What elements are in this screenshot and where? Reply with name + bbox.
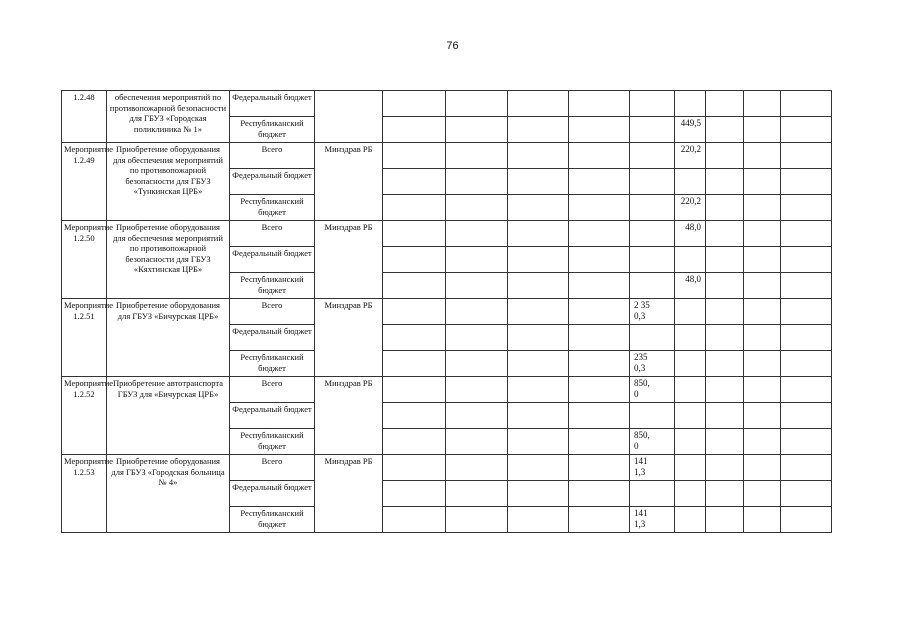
empty-cell — [383, 221, 446, 247]
empty-cell — [508, 351, 569, 377]
empty-cell — [781, 325, 832, 351]
empty-cell — [706, 325, 744, 351]
empty-cell — [781, 455, 832, 481]
empty-cell — [383, 351, 446, 377]
funding-source-cell: Всего — [230, 299, 315, 325]
table-row — [62, 143, 832, 169]
executor-cell: Минздрав РБ — [315, 143, 383, 221]
empty-cell — [508, 91, 569, 117]
empty-cell — [744, 169, 781, 195]
value-cell-col9 — [675, 429, 706, 455]
empty-cell — [383, 91, 446, 117]
value-cell-col8 — [630, 221, 675, 247]
empty-cell — [706, 273, 744, 299]
empty-cell — [508, 117, 569, 143]
empty-cell — [569, 91, 630, 117]
value-cell-col8: 850, 0 — [630, 429, 675, 455]
value-cell-col9 — [675, 91, 706, 117]
empty-cell — [706, 169, 744, 195]
empty-cell — [781, 299, 832, 325]
empty-cell — [446, 325, 508, 351]
value-cell-col9: 48,0 — [675, 273, 706, 299]
empty-cell — [744, 299, 781, 325]
empty-cell — [446, 507, 508, 533]
funding-source-cell: Республиканский бюджет — [230, 117, 315, 143]
empty-cell — [744, 351, 781, 377]
empty-cell — [383, 195, 446, 221]
empty-cell — [446, 299, 508, 325]
empty-cell — [744, 507, 781, 533]
empty-cell — [706, 429, 744, 455]
empty-cell — [569, 117, 630, 143]
empty-cell — [508, 195, 569, 221]
funding-source-cell: Федеральный бюджет — [230, 169, 315, 195]
measure-name-cell: обеспечения мероприятий по противопожарной безопасности для ГБУЗ «Городская поликлиника № 1» — [107, 91, 230, 143]
empty-cell — [569, 169, 630, 195]
funding-source-cell: Федеральный бюджет — [230, 247, 315, 273]
funding-source-cell: Федеральный бюджет — [230, 325, 315, 351]
measure-id-cell: Мероприятие 1.2.53 — [62, 455, 107, 533]
empty-cell — [446, 351, 508, 377]
measure-id-cell: Мероприятие 1.2.52 — [62, 377, 107, 455]
empty-cell — [781, 247, 832, 273]
value-cell-col9 — [675, 351, 706, 377]
funding-source-cell: Республиканский бюджет — [230, 351, 315, 377]
value-cell-col8: 235 0,3 — [630, 351, 675, 377]
empty-cell — [383, 377, 446, 403]
empty-cell — [706, 247, 744, 273]
empty-cell — [706, 481, 744, 507]
empty-cell — [383, 169, 446, 195]
empty-cell — [383, 455, 446, 481]
funding-source-cell: Всего — [230, 377, 315, 403]
executor-cell: Минздрав РБ — [315, 455, 383, 533]
table-body — [62, 91, 832, 533]
empty-cell — [706, 455, 744, 481]
value-cell-col8 — [630, 169, 675, 195]
empty-cell — [508, 377, 569, 403]
funding-source-cell: Всего — [230, 455, 315, 481]
measure-id-cell: 1.2.48 — [62, 91, 107, 143]
empty-cell — [508, 273, 569, 299]
measure-id-cell: Мероприятие 1.2.50 — [62, 221, 107, 299]
empty-cell — [744, 403, 781, 429]
empty-cell — [781, 117, 832, 143]
empty-cell — [383, 273, 446, 299]
value-cell-col9 — [675, 507, 706, 533]
executor-cell — [315, 91, 383, 143]
funding-source-cell: Федеральный бюджет — [230, 91, 315, 117]
empty-cell — [706, 351, 744, 377]
empty-cell — [744, 247, 781, 273]
empty-cell — [383, 117, 446, 143]
empty-cell — [706, 507, 744, 533]
empty-cell — [446, 429, 508, 455]
value-cell-col8 — [630, 117, 675, 143]
empty-cell — [569, 299, 630, 325]
value-cell-col8 — [630, 273, 675, 299]
value-cell-col9 — [675, 247, 706, 273]
measure-name-cell: Приобретение оборудования для обеспечения мероприятий по противопожарной безопасности для ГБУЗ «Кяхтинская ЦРБ» — [107, 221, 230, 299]
value-cell-col9 — [675, 299, 706, 325]
value-cell-col9: 220,2 — [675, 195, 706, 221]
funding-source-cell: Республиканский бюджет — [230, 273, 315, 299]
empty-cell — [781, 507, 832, 533]
empty-cell — [744, 143, 781, 169]
empty-cell — [446, 455, 508, 481]
value-cell-col9 — [675, 455, 706, 481]
empty-cell — [744, 117, 781, 143]
empty-cell — [446, 117, 508, 143]
empty-cell — [744, 429, 781, 455]
empty-cell — [383, 299, 446, 325]
empty-cell — [781, 481, 832, 507]
empty-cell — [446, 481, 508, 507]
empty-cell — [383, 247, 446, 273]
empty-cell — [446, 403, 508, 429]
empty-cell — [569, 507, 630, 533]
funding-source-cell: Республиканский бюджет — [230, 429, 315, 455]
value-cell-col9 — [675, 377, 706, 403]
empty-cell — [383, 403, 446, 429]
empty-cell — [569, 455, 630, 481]
value-cell-col8 — [630, 91, 675, 117]
measure-name-cell: Приобретение оборудования для обеспечения мероприятий по противопожарной безопасности для ГБУЗ «Тункинская ЦРБ» — [107, 143, 230, 221]
empty-cell — [706, 117, 744, 143]
value-cell-col9: 220,2 — [675, 143, 706, 169]
funding-source-cell: Республиканский бюджет — [230, 507, 315, 533]
empty-cell — [706, 91, 744, 117]
value-cell-col8: 141 1,3 — [630, 507, 675, 533]
empty-cell — [508, 403, 569, 429]
measure-name-cell: Приобретение автотранспорта ГБУЗ для «Бичурская ЦРБ» — [107, 377, 230, 455]
empty-cell — [569, 143, 630, 169]
value-cell-col8: 141 1,3 — [630, 455, 675, 481]
value-cell-col9 — [675, 325, 706, 351]
empty-cell — [781, 273, 832, 299]
empty-cell — [706, 221, 744, 247]
empty-cell — [569, 325, 630, 351]
empty-cell — [446, 143, 508, 169]
empty-cell — [744, 195, 781, 221]
empty-cell — [446, 377, 508, 403]
empty-cell — [508, 429, 569, 455]
executor-cell: Минздрав РБ — [315, 377, 383, 455]
value-cell-col9: 48,0 — [675, 221, 706, 247]
value-cell-col8 — [630, 403, 675, 429]
value-cell-col8 — [630, 325, 675, 351]
table-row — [62, 91, 832, 117]
value-cell-col8 — [630, 143, 675, 169]
empty-cell — [508, 481, 569, 507]
empty-cell — [446, 221, 508, 247]
empty-cell — [781, 169, 832, 195]
table-row — [62, 455, 832, 481]
empty-cell — [446, 91, 508, 117]
executor-cell: Минздрав РБ — [315, 221, 383, 299]
empty-cell — [569, 377, 630, 403]
empty-cell — [744, 91, 781, 117]
empty-cell — [569, 481, 630, 507]
empty-cell — [508, 143, 569, 169]
empty-cell — [383, 143, 446, 169]
empty-cell — [744, 325, 781, 351]
empty-cell — [781, 429, 832, 455]
empty-cell — [781, 143, 832, 169]
empty-cell — [706, 195, 744, 221]
empty-cell — [446, 195, 508, 221]
value-cell-col8 — [630, 247, 675, 273]
empty-cell — [781, 403, 832, 429]
empty-cell — [446, 169, 508, 195]
empty-cell — [744, 221, 781, 247]
empty-cell — [569, 247, 630, 273]
empty-cell — [569, 221, 630, 247]
funding-source-cell: Всего — [230, 221, 315, 247]
value-cell-col9 — [675, 169, 706, 195]
table-row — [62, 221, 832, 247]
page-number: 76 — [446, 40, 459, 52]
empty-cell — [569, 351, 630, 377]
measure-name-cell: Приобретение оборудования для ГБУЗ «Бичурская ЦРБ» — [107, 299, 230, 377]
funding-source-cell: Всего — [230, 143, 315, 169]
empty-cell — [781, 195, 832, 221]
empty-cell — [744, 377, 781, 403]
empty-cell — [508, 299, 569, 325]
empty-cell — [781, 221, 832, 247]
empty-cell — [383, 429, 446, 455]
empty-cell — [508, 247, 569, 273]
measure-name-cell: Приобретение оборудования для ГБУЗ «Городская больница № 4» — [107, 455, 230, 533]
empty-cell — [446, 273, 508, 299]
empty-cell — [569, 273, 630, 299]
funding-source-cell: Федеральный бюджет — [230, 481, 315, 507]
empty-cell — [706, 403, 744, 429]
measure-id-cell: Мероприятие 1.2.51 — [62, 299, 107, 377]
empty-cell — [706, 377, 744, 403]
empty-cell — [569, 195, 630, 221]
funding-source-cell: Федеральный бюджет — [230, 403, 315, 429]
value-cell-col8: 850, 0 — [630, 377, 675, 403]
empty-cell — [744, 481, 781, 507]
empty-cell — [569, 429, 630, 455]
budget-table — [61, 90, 832, 533]
empty-cell — [383, 325, 446, 351]
empty-cell — [781, 91, 832, 117]
value-cell-col8 — [630, 481, 675, 507]
executor-cell: Минздрав РБ — [315, 299, 383, 377]
empty-cell — [781, 351, 832, 377]
empty-cell — [508, 325, 569, 351]
empty-cell — [383, 507, 446, 533]
value-cell-col9 — [675, 403, 706, 429]
empty-cell — [508, 169, 569, 195]
table-row — [62, 377, 832, 403]
table-row — [62, 299, 832, 325]
value-cell-col8 — [630, 195, 675, 221]
empty-cell — [508, 455, 569, 481]
empty-cell — [706, 299, 744, 325]
empty-cell — [744, 273, 781, 299]
empty-cell — [383, 481, 446, 507]
empty-cell — [569, 403, 630, 429]
empty-cell — [508, 507, 569, 533]
value-cell-col8: 2 35 0,3 — [630, 299, 675, 325]
value-cell-col9 — [675, 481, 706, 507]
empty-cell — [706, 143, 744, 169]
funding-source-cell: Республиканский бюджет — [230, 195, 315, 221]
empty-cell — [446, 247, 508, 273]
empty-cell — [508, 221, 569, 247]
empty-cell — [781, 377, 832, 403]
measure-id-cell: Мероприятие 1.2.49 — [62, 143, 107, 221]
value-cell-col9: 449,5 — [675, 117, 706, 143]
empty-cell — [744, 455, 781, 481]
